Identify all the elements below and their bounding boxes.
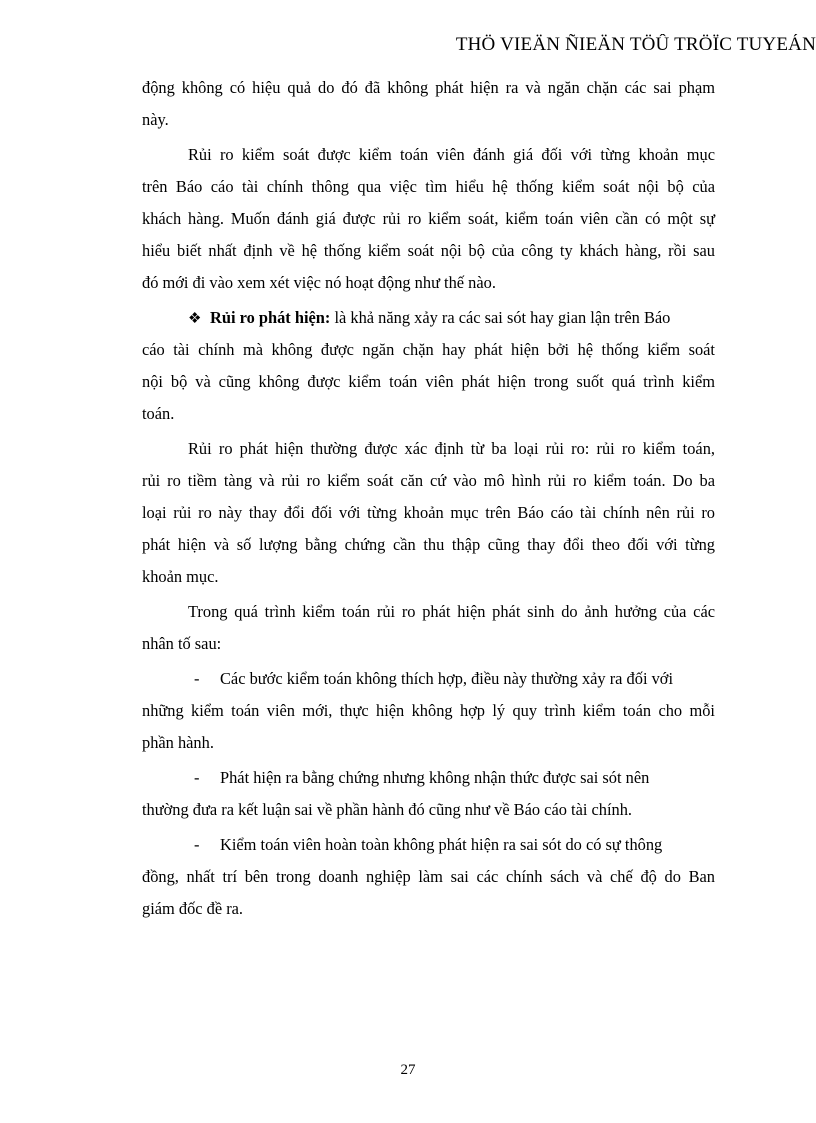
p3-line-4: toán. [142, 404, 175, 423]
p4-line-5: khoản mục. [142, 567, 219, 586]
p1-line-1: động không có hiệu quả do đó đã không phát hiện ra và ngăn chặn các sai phạm [142, 78, 715, 97]
p1-line-2: này. [142, 110, 169, 129]
d2-line-1 [142, 764, 715, 796]
p2-line-3: khách hàng. Muốn đánh giá được rủi ro kiểm soát, kiểm toán viên cần có một sự [142, 209, 715, 228]
p4-line-3: loại rủi ro này thay đổi đối với từng khoản mục trên Báo cáo tài chính nên rủi ro [142, 503, 715, 522]
p3-line-1 [142, 304, 715, 336]
p4-line-4: phát hiện và số lượng bằng chứng cần thu thập cũng thay đổi theo đối với từng [142, 535, 715, 554]
page-body [142, 74, 715, 927]
term-heading: Rủi ro phát hiện: [210, 308, 331, 327]
page-number: 27 [400, 1062, 416, 1078]
d2-line-1-text: Phát hiện ra bằng chứng nhưng không nhận thức được sai sót nên [220, 768, 650, 787]
p2-line-2: trên Báo cáo tài chính thông qua việc tìm hiểu hệ thống kiểm soát nội bộ của [142, 177, 715, 196]
p3-line-2: cáo tài chính mà không được ngăn chặn hay phát hiện bởi hệ thống kiểm soát [142, 340, 715, 359]
dash-bullet: - [194, 835, 200, 854]
d1-line-2: những kiểm toán viên mới, thực hiện không hợp lý quy trình kiểm toán cho mỗi [142, 701, 715, 720]
p5-line-2: nhân tố sau: [142, 634, 222, 653]
d1-line-1 [142, 665, 715, 697]
d1-line-3: phần hành. [142, 733, 214, 752]
p2-line-5: đó mới đi vào xem xét việc nó hoạt động như thế nào. [142, 273, 496, 292]
p3-line-3: nội bộ và cũng không được kiểm toán viên phát hiện trong suốt quá trình kiểm [142, 372, 715, 391]
diamond-bullet-icon: ❖ [188, 311, 202, 327]
d3-line-2: đồng, nhất trí bên trong doanh nghiệp làm sai các chính sách và chế độ do Ban [142, 867, 715, 886]
d3-line-1 [142, 831, 715, 863]
dash-bullet: - [194, 768, 200, 787]
d2-line-2: thường đưa ra kết luận sai về phần hành đó cũng như về Báo cáo tài chính. [142, 800, 633, 819]
p2-line-1: Rủi ro kiểm soát được kiểm toán viên đánh giá đối với từng khoản mục [188, 145, 715, 164]
d3-line-3: giám đốc đề ra. [142, 899, 244, 918]
p2-line-4: hiểu biết nhất định về hệ thống kiểm soát nội bộ của công ty khách hàng, rồi sau [142, 241, 715, 260]
d1-line-1-text: Các bước kiểm toán không thích hợp, điều này thường xảy ra đối với [220, 669, 674, 688]
running-header: THÖ VIEÄN ÑIEÄN TÖÛ TRÖÏC TUYEÁN [455, 34, 816, 55]
d3-line-1-text: Kiểm toán viên hoàn toàn không phát hiện ra sai sót do có sự thông [220, 835, 663, 854]
p4-line-2: rủi ro tiềm tàng và rủi ro kiểm soát căn cứ vào mô hình rủi ro kiểm toán. Do ba [142, 471, 715, 490]
dash-bullet: - [194, 669, 200, 688]
p3-line-1-text: là khả năng xảy ra các sai sót hay gian lận trên Báo [330, 308, 671, 327]
p5-line-1: Trong quá trình kiểm toán rủi ro phát hiện phát sinh do ảnh hưởng của các [188, 602, 715, 621]
p4-line-1: Rủi ro phát hiện thường được xác định từ ba loại rủi ro: rủi ro kiểm toán, [188, 439, 715, 458]
